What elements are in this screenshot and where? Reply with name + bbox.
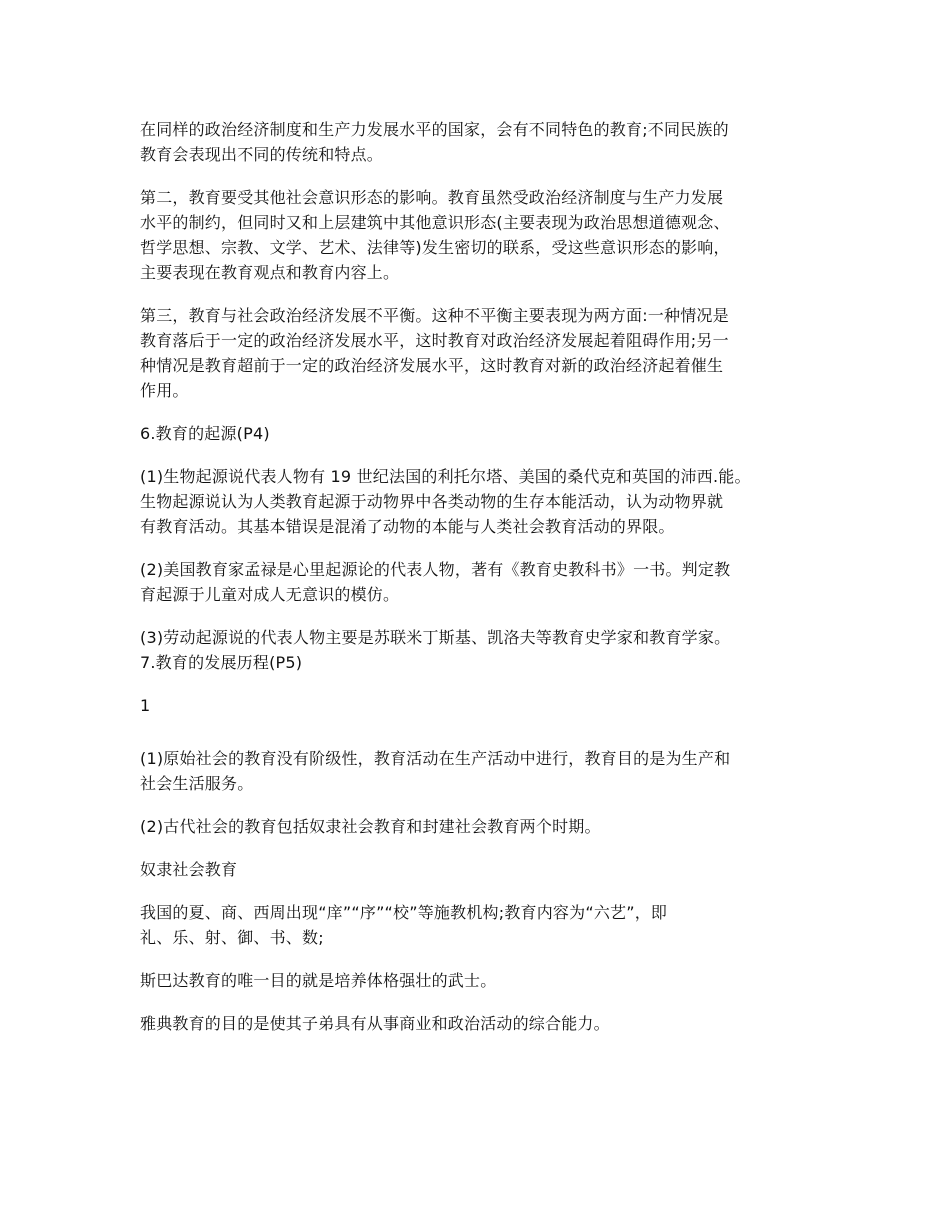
text-line: 教育会表现出不同的传统和特点。 [140, 145, 384, 164]
text-line: 第三，教育与社会政治经济发展不平衡。这种不平衡主要表现为两方面:一种情况是 [140, 306, 729, 325]
text-line: 水平的制约，但同时又和上层建筑中其他意识形态(主要表现为政治思想道德观念、 [140, 213, 730, 232]
text-line: 7.教育的发展历程(P5) [140, 653, 303, 672]
paragraph-labor-origin [140, 625, 815, 675]
text-line: (3)劳动起源说的代表人物主要是苏联米丁斯基、凯洛夫等教育史学家和教育学家。 [140, 628, 731, 647]
text-line: 育起源于儿童对成人无意识的模仿。 [140, 585, 400, 604]
paragraph-second-point [140, 185, 815, 285]
text-line: 哲学思想、宗教、文学、艺术、法律等)发生密切的联系，受这些意识形态的影响， [140, 238, 730, 257]
text-line: 礼、乐、射、御、书、数; [140, 928, 324, 947]
paragraph-third-point [140, 303, 815, 403]
text-line: 有教育活动。其基本错误是混淆了动物的本能与人类社会教育活动的界限。 [140, 517, 675, 536]
text-line: 我国的夏、商、西周出现“庠”“序”“校”等施教机构;教育内容为“六艺”，即 [140, 903, 668, 922]
text-line: (1)生物起源说代表人物有 19 世纪法国的利托尔塔、美国的桑代克和英国的沛西.能。 [140, 467, 751, 486]
text-line: 教育落后于一定的政治经济发展水平，这时教育对政治经济发展起着阻碍作用;另一 [140, 331, 729, 350]
text-line: 主要表现在教育观点和教育内容上。 [140, 263, 400, 282]
paragraph-education-diversity [140, 117, 815, 167]
text-line: (1)原始社会的教育没有阶级性，教育活动在生产活动中进行，教育目的是为生产和 [140, 749, 731, 768]
paragraph-athens [140, 1011, 815, 1036]
paragraph-sparta [140, 968, 815, 993]
text-line: 第二，教育要受其他社会意识形态的影响。教育虽然受政治经济制度与生产力发展 [140, 188, 724, 207]
paragraph-china-ancient [140, 900, 815, 950]
document-page [140, 117, 815, 1054]
text-line: 奴隶社会教育 [140, 860, 238, 879]
text-line: 种情况是教育超前于一定的政治经济发展水平，这时教育对新的政治经济起着催生 [140, 356, 724, 375]
text-line: 作用。 [140, 381, 189, 400]
text-line: (2)美国教育家孟禄是心里起源论的代表人物，著有《教育史教科书》一书。判定教 [140, 560, 731, 579]
text-line: (2)古代社会的教育包括奴隶社会教育和封建社会教育两个时期。 [140, 817, 601, 836]
paragraph-biological-origin [140, 464, 815, 539]
text-line: 雅典教育的目的是使其子弟具有从事商业和政治活动的综合能力。 [140, 1014, 610, 1033]
paragraph-ancient-education [140, 814, 815, 839]
text-line: 社会生活服务。 [140, 774, 254, 793]
subheading-slave-society [140, 857, 815, 882]
text-line: 生物起源说认为人类教育起源于动物界中各类动物的生存本能活动，认为动物界就 [140, 492, 724, 511]
paragraph-psychological-origin [140, 557, 815, 607]
section-heading-origin [140, 421, 815, 446]
page-number: 1 [140, 696, 151, 715]
text-line: 6.教育的起源(P4) [140, 424, 270, 443]
text-line: 斯巴达教育的唯一目的就是培养体格强壮的武士。 [140, 971, 497, 990]
text-line: 在同样的政治经济制度和生产力发展水平的国家，会有不同特色的教育;不同民族的 [140, 120, 729, 139]
paragraph-primitive-education [140, 746, 815, 796]
